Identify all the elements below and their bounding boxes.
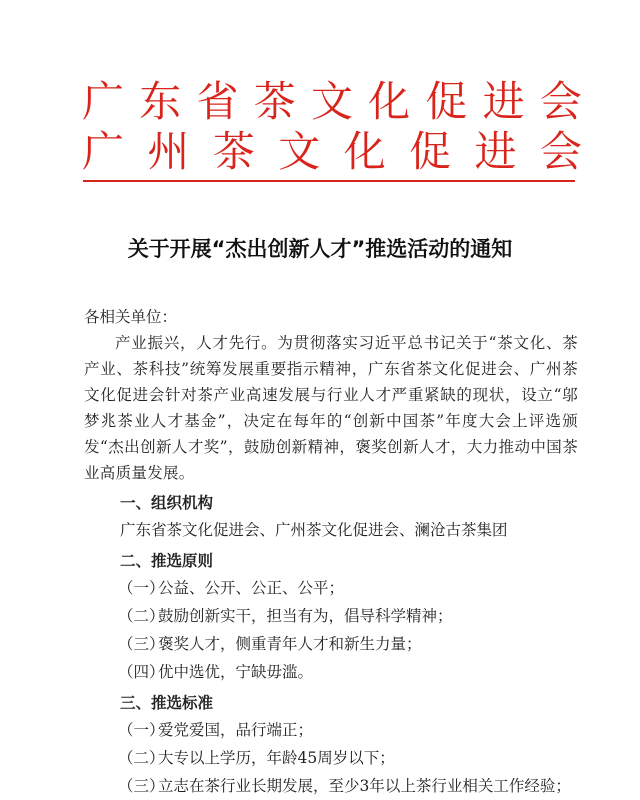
letterhead-char: 会 [539,77,582,126]
item-number: （三） [118,635,165,653]
letterhead-char: 茶 [212,127,255,176]
section-1-heading: 一、组织机构 [120,494,214,512]
letterhead-char: 茶 [253,77,296,126]
list-item [84,716,578,744]
letterhead-char: 州 [147,127,190,176]
list-item [84,772,578,800]
letterhead-char: 文 [310,77,353,126]
letterhead-char: 化 [343,127,386,176]
letterhead-org-2 [82,128,582,176]
letterhead-org-1 [82,78,582,126]
document-title: 关于开展“杰出创新人才”推选活动的通知 [127,237,513,261]
letterhead-char: 广 [82,127,125,176]
list-item [84,630,578,658]
item-number: （一） [118,721,165,739]
list-item [84,602,578,630]
intro-paragraph: 产业振兴，人才先行。为贯彻落实习近平总书记关于“茶文化、茶产业、茶科技”统筹发展重要指示精神，广东省茶文化促进会、广州茶文化促进会针对茶产业高速发展与行业人才严重紧缺的现状，设立“邬梦兆茶业人才基金”，决定在每年的“创新中国茶”年度大会上评选颁发“杰出创新人才奖”，鼓励创新精神，褒奖创新人才，大力推动中国茶业高质量发展。 [84,334,578,482]
list-item [84,744,578,772]
item-number: （四） [118,663,165,681]
letterhead-char: 文 [278,127,321,176]
letterhead-char: 进 [474,127,517,176]
item-text: 优中选优，宁缺毋滥。 [158,663,314,681]
document-body [84,304,578,800]
salutation: 各相关单位： [84,308,178,326]
letterhead-char: 进 [482,77,525,126]
item-text: 褒奖人才，侧重青年人才和新生力量； [158,635,422,653]
item-text: 鼓励创新实干，担当有为，倡导科学精神； [158,607,453,625]
list-item [84,658,578,686]
letterhead-char: 促 [425,77,468,126]
letterhead-char: 化 [368,77,411,126]
section-2-heading: 二、推选原则 [120,552,214,570]
letterhead-char: 会 [539,127,582,176]
item-text: 立志在茶行业长期发展，至少3年以上茶行业相关工作经验； [158,777,571,795]
item-number: （二） [118,607,165,625]
item-number: （二） [118,749,165,767]
letterhead-divider [83,180,575,182]
section-1-text: 广东省茶文化促进会、广州茶文化促进会、澜沧古茶集团 [120,521,508,539]
item-text: 大专以上学历，年龄45周岁以下； [158,749,395,767]
letterhead-char: 东 [139,77,182,126]
letterhead-char: 促 [409,127,452,176]
list-item [84,574,578,602]
section-3-heading: 三、推选标准 [120,694,214,712]
letterhead-char: 广 [82,77,125,126]
item-number: （一） [118,579,165,597]
item-text: 爱党爱国，品行端正； [158,721,314,739]
letterhead-char: 省 [196,77,239,126]
item-text: 公益、公开、公正、公平； [158,579,345,597]
item-number: （三） [118,777,165,795]
